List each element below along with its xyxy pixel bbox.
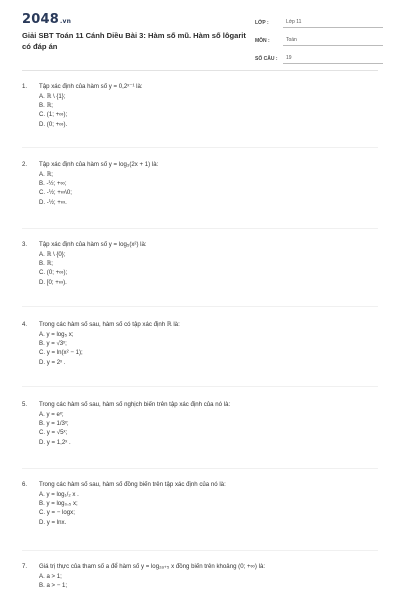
meta-count-row	[255, 50, 383, 64]
meta-class-row	[255, 14, 383, 28]
question-number: 1.	[22, 83, 28, 90]
question-separator	[22, 147, 378, 148]
question-4	[22, 320, 382, 367]
page-header	[0, 0, 400, 66]
question-stem	[22, 82, 382, 91]
question-6	[22, 480, 382, 527]
option-d[interactable]: D. [0; +∞).	[39, 278, 67, 286]
question-number: 5.	[22, 401, 28, 408]
option-b[interactable]: B. -½; +∞;	[39, 180, 67, 188]
option-a[interactable]: A. y = log₁/₂ x .	[39, 491, 79, 498]
option-c[interactable]: C. y = √5ˣ;	[39, 429, 68, 437]
question-text: Tập xác định của hàm số y = log₅(x²) là:	[39, 241, 147, 248]
question-7	[22, 562, 382, 590]
site-logo[interactable]	[22, 12, 71, 27]
question-separator	[22, 306, 378, 307]
question-stem	[22, 160, 382, 169]
logo-text: 2048	[22, 12, 59, 27]
meta-count-key: SỐ CÂU :	[255, 56, 278, 62]
document-title: Giải SBT Toán 11 Cánh Diều Bài 3: Hàm số mũ. Hàm số lôgarit có đáp án	[22, 31, 246, 51]
question-separator	[22, 386, 378, 387]
question-5	[22, 400, 382, 447]
option-a[interactable]: A. ℝ \ {0};	[39, 251, 66, 258]
option-b[interactable]: B. a > − 1;	[39, 582, 68, 590]
question-stem	[22, 240, 382, 249]
meta-class-key: LỚP :	[255, 20, 269, 26]
option-d[interactable]: D. -½; +∞.	[39, 198, 67, 206]
question-text: Trong các hàm số sau, hàm số nghịch biến trên tập xác định của nó là:	[39, 401, 231, 408]
option-b[interactable]: B. y = √3ˣ;	[39, 340, 67, 348]
question-number: 2.	[22, 161, 28, 168]
meta-panel	[255, 14, 383, 68]
option-a[interactable]: A. ℝ;	[39, 171, 53, 178]
option-a[interactable]: A. y = eˣ;	[39, 411, 64, 418]
option-b[interactable]: B. ℝ;	[39, 260, 53, 268]
question-number: 7.	[22, 563, 28, 570]
option-a[interactable]: A. ℝ \ {1};	[39, 93, 66, 100]
question-text: Tập xác định của hàm số y = 0,2ˣ⁻¹ là:	[39, 83, 143, 90]
question-number: 4.	[22, 321, 28, 328]
option-a[interactable]: A. y = log₅ x;	[39, 331, 74, 338]
option-d[interactable]: D. (0; +∞).	[39, 120, 68, 128]
question-1	[22, 82, 382, 129]
option-c[interactable]: C. (1; +∞);	[39, 111, 68, 119]
question-text: Trong các hàm số sau, hàm số có tập xác định ℝ là:	[39, 321, 180, 328]
meta-class-value: Lớp 11	[283, 19, 383, 28]
option-d[interactable]: D. y = lnx.	[39, 518, 67, 526]
question-number: 3.	[22, 241, 28, 248]
option-b[interactable]: B. y = log₀,₅ x;	[39, 500, 78, 508]
question-3	[22, 240, 382, 287]
option-c[interactable]: C. y = − logx;	[39, 509, 75, 517]
question-number: 6.	[22, 481, 28, 488]
option-b[interactable]: B. ℝ;	[39, 102, 53, 110]
question-stem	[22, 320, 382, 329]
option-d[interactable]: D. y = 1,2ˣ .	[39, 438, 71, 446]
meta-count-value: 19	[283, 55, 383, 64]
option-a[interactable]: A. a > 1;	[39, 573, 62, 580]
question-stem	[22, 562, 382, 571]
option-b[interactable]: B. y = 1/3ˣ;	[39, 420, 69, 428]
header-divider	[22, 70, 378, 71]
option-c[interactable]: C. y = ln(x² − 1);	[39, 349, 83, 357]
question-stem	[22, 400, 382, 409]
question-separator	[22, 468, 378, 469]
option-d[interactable]: D. y = 2ˣ .	[39, 358, 66, 366]
question-stem	[22, 480, 382, 489]
question-text: Tập xác định của hàm số y = log₃(2x + 1) là:	[39, 161, 159, 168]
option-c[interactable]: C. (0; +∞);	[39, 269, 68, 277]
meta-subject-row	[255, 32, 383, 46]
question-separator	[22, 228, 378, 229]
question-2	[22, 160, 382, 207]
logo-suffix: .vn	[59, 18, 72, 25]
meta-subject-key: MÔN :	[255, 38, 270, 44]
question-separator	[22, 550, 378, 551]
question-text: Giá trị thực của tham số a để hàm số y = log₂ₐ₊₅ x đồng biến trên khoảng (0; +∞) là:	[39, 563, 266, 570]
question-text: Trong các hàm số sau, hàm số đồng biến trên tập xác định của nó là:	[39, 481, 226, 488]
option-c[interactable]: C. -½; +∞\0;	[39, 189, 72, 197]
meta-subject-value: Toán	[283, 37, 383, 46]
